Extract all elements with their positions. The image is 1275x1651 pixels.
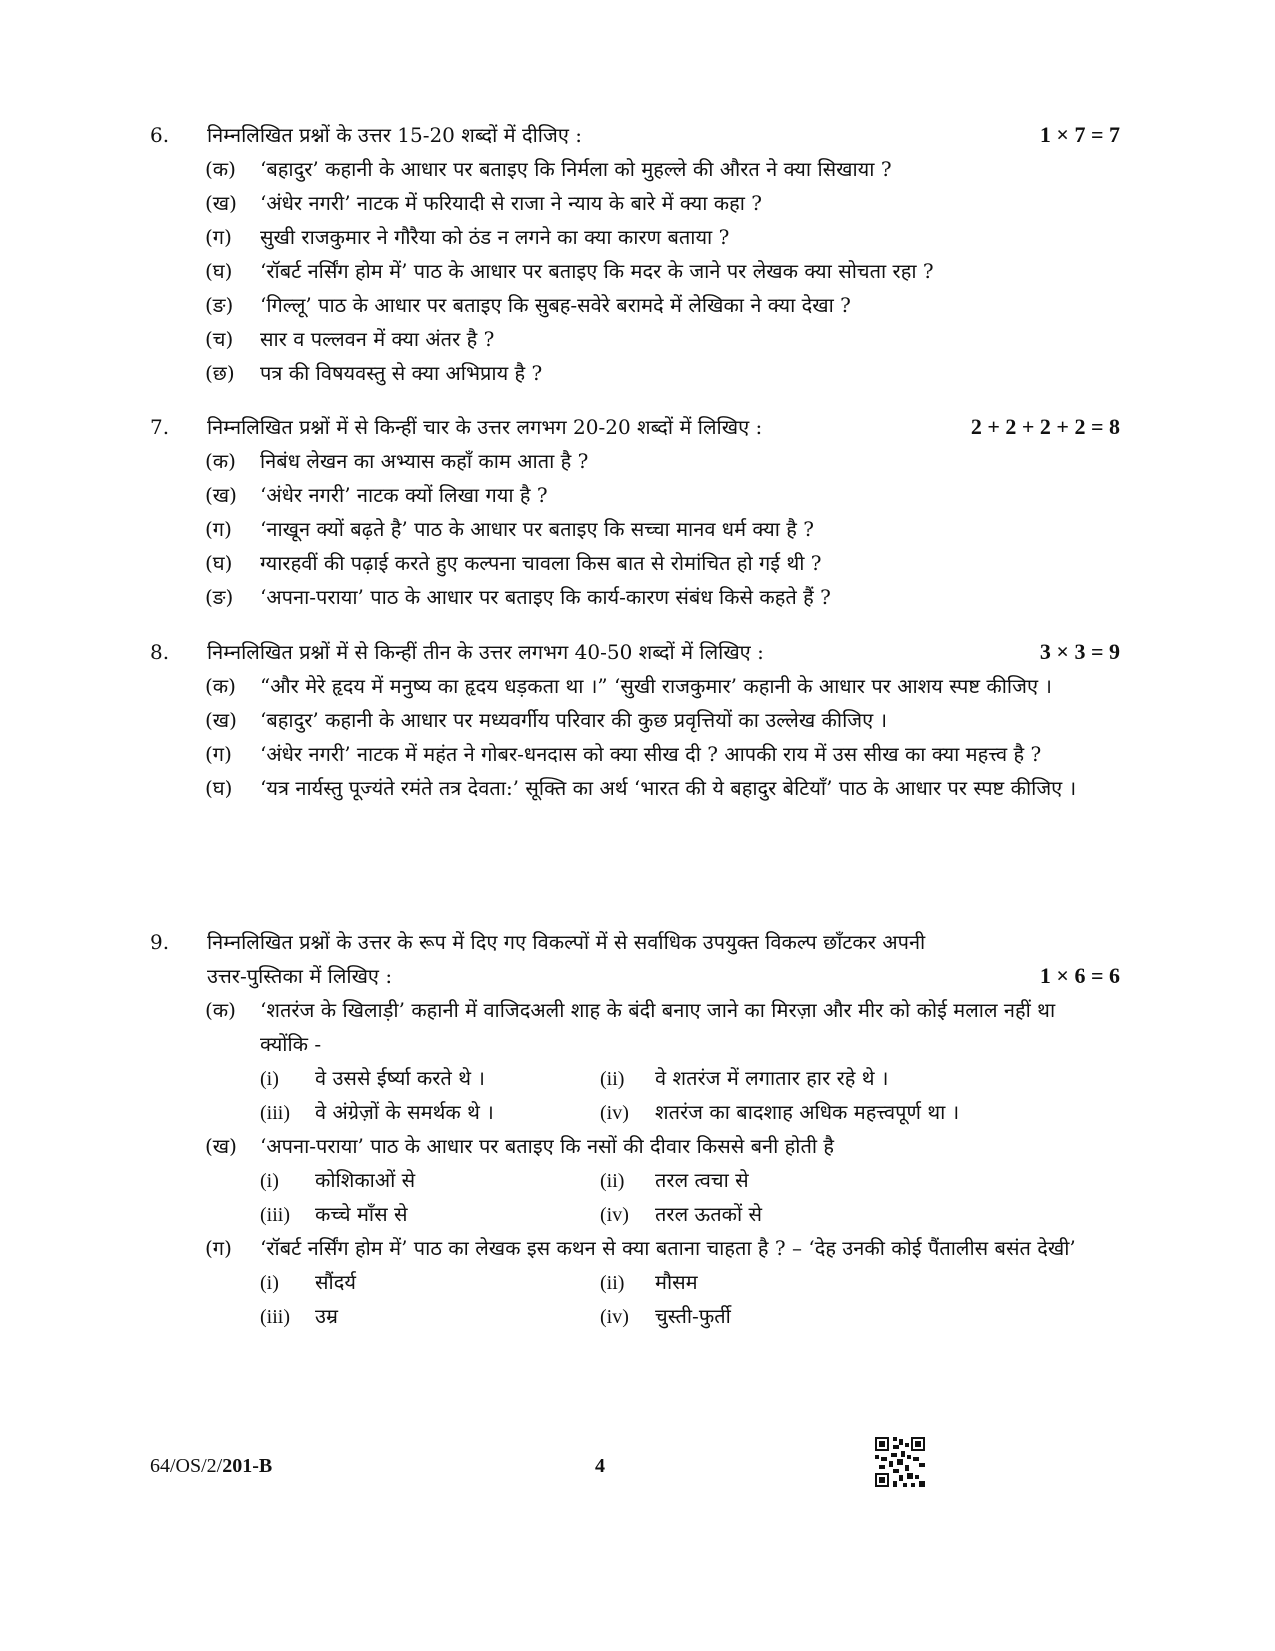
sub-question xyxy=(150,703,1120,737)
sub-question xyxy=(150,1231,1120,1265)
sub-question-text: निबंध लेखन का अभ्यास कहाँ काम आता है ? xyxy=(260,449,589,473)
option-text: कच्चे माँस से xyxy=(315,1202,408,1226)
question-6 xyxy=(150,118,1120,390)
sub-question-text: ‘अंधेर नगरी’ नाटक क्यों लिखा गया है ? xyxy=(260,483,548,507)
option-label: (iii) xyxy=(260,1204,290,1226)
option-text: मौसम xyxy=(655,1270,698,1294)
option-text: उम्र xyxy=(315,1304,338,1328)
sub-question xyxy=(150,322,1120,356)
sub-question-label: (ग) xyxy=(205,225,232,249)
question-number: 8. xyxy=(150,640,170,664)
sub-question xyxy=(150,1129,1120,1163)
page-footer xyxy=(150,1455,1120,1485)
option xyxy=(260,1265,356,1300)
question-text-line-2: उत्तर-पुस्तिका में लिखिए : xyxy=(207,964,393,988)
question-7 xyxy=(150,410,1120,614)
option-label: (i) xyxy=(260,1068,279,1090)
paper-code-bold: 201-B xyxy=(222,1455,273,1477)
sub-question xyxy=(150,478,1120,512)
sub-question-label: (ख) xyxy=(205,1134,237,1158)
sub-question xyxy=(150,356,1120,390)
sub-question-label: (घ) xyxy=(205,259,233,283)
sub-question-label: (ग) xyxy=(205,517,232,541)
option xyxy=(260,1095,494,1130)
sub-question-label: (ङ) xyxy=(205,585,234,609)
question-marks: 1 × 7 = 7 xyxy=(1039,122,1120,147)
question-text: निम्नलिखित प्रश्नों में से किन्हीं तीन के उत्तर लगभग 40-50 शब्दों में लिखिए : xyxy=(207,640,764,664)
sub-question-label: (क) xyxy=(205,157,236,181)
sub-question-text: ‘अपना-पराया’ पाठ के आधार पर बताइए कि कार्य-कारण संबंध किसे कहते हैं ? xyxy=(260,585,831,609)
sub-question-text: ‘अंधेर नगरी’ नाटक में महंत ने गोबर-धनदास को क्या सीख दी ? आपकी राय में उस सीख का क्या महत्त्व है ? xyxy=(260,742,1042,766)
option-label: (i) xyxy=(260,1170,279,1192)
option-text: शतरंज का बादशाह अधिक महत्त्वपूर्ण था । xyxy=(655,1100,960,1124)
option-label: (iv) xyxy=(600,1102,629,1124)
option-label: (iii) xyxy=(260,1306,290,1328)
sub-question xyxy=(150,512,1120,546)
sub-question-label: (क) xyxy=(205,449,236,473)
sub-question-text: “और मेरे हृदय में मनुष्य का हृदय धड़कता था ।” ‘सुखी राजकुमार’ कहानी के आधार पर आशय स्पष्ट कीजिए । xyxy=(260,674,1052,698)
sub-question xyxy=(150,546,1120,580)
question-number: 7. xyxy=(150,415,170,439)
sub-question-label: (च) xyxy=(205,327,234,351)
options-list xyxy=(150,1265,1120,1333)
sub-question-text: ‘अंधेर नगरी’ नाटक में फरियादी से राजा ने न्याय के बारे में क्या कहा ? xyxy=(260,191,762,215)
option-label: (iv) xyxy=(600,1306,629,1328)
question-text-line-1: निम्नलिखित प्रश्नों के उत्तर के रूप में दिए गए विकल्पों में से सर्वाधिक उपयुक्त विकल्प छाँटकर अपनी xyxy=(207,930,926,954)
option xyxy=(600,1061,889,1096)
question-text: निम्नलिखित प्रश्नों के उत्तर 15-20 शब्दों में दीजिए : xyxy=(207,123,582,147)
sub-question-text: ग्यारहवीं की पढ़ाई करते हुए कल्पना चावला किस बात से रोमांचित हो गई थी ? xyxy=(260,551,822,575)
sub-question xyxy=(150,186,1120,220)
question-number: 6. xyxy=(150,123,170,147)
sub-question xyxy=(150,288,1120,322)
sub-question xyxy=(150,669,1120,703)
sub-question-text: ‘शतरंज के खिलाड़ी’ कहानी में वाजिदअली शाह के बंदी बनाए जाने का मिरज़ा और मीर को कोई मलाल नहीं था क्योंकि - xyxy=(260,998,1056,1056)
option xyxy=(260,1163,415,1198)
sub-question xyxy=(150,993,1120,1061)
sub-question-text: सार व पल्लवन में क्या अंतर है ? xyxy=(260,327,495,351)
sub-question-label: (ग) xyxy=(205,742,232,766)
sub-question-text: ‘रॉबर्ट नर्सिंग होम में’ पाठ का लेखक इस कथन से क्या बताना चाहता है ? – ‘देह उनकी कोई पैंतालीस बसंत देखी’ xyxy=(260,1236,1076,1260)
question-9 xyxy=(150,925,1120,1333)
sub-question-label: (छ) xyxy=(205,361,235,385)
option xyxy=(260,1061,485,1096)
option-text: वे उससे ईर्ष्या करते थे । xyxy=(315,1066,485,1090)
sub-question-text: ‘गिल्लू’ पाठ के आधार पर बताइए कि सुबह-सवेरे बरामदे में लेखिका ने क्या देखा ? xyxy=(260,293,851,317)
sub-question-label: (घ) xyxy=(205,551,233,575)
sub-question-text: ‘बहादुर’ कहानी के आधार पर मध्यवर्गीय परिवार की कुछ प्रवृत्तियों का उल्लेख कीजिए । xyxy=(260,708,888,732)
sub-question-text: पत्र की विषयवस्तु से क्या अभिप्राय है ? xyxy=(260,361,543,385)
sub-question-label: (ख) xyxy=(205,191,237,215)
option xyxy=(600,1299,731,1334)
sub-question xyxy=(150,220,1120,254)
option xyxy=(260,1197,408,1232)
option-text: वे शतरंज में लगातार हार रहे थे । xyxy=(655,1066,889,1090)
sub-question-text: ‘बहादुर’ कहानी के आधार पर बताइए कि निर्मला को मुहल्ले की औरत ने क्या सिखाया ? xyxy=(260,157,892,181)
sub-question xyxy=(150,152,1120,186)
option-text: तरल ऊतकों से xyxy=(655,1202,763,1226)
sub-question-label: (ङ) xyxy=(205,293,234,317)
question-8 xyxy=(150,635,1120,805)
page-number: 4 xyxy=(595,1455,605,1477)
qr-code-icon xyxy=(875,1437,925,1487)
sub-question-text: ‘यत्र नार्यस्तु पूज्यंते रमंते तत्र देवता:’ सूक्ति का अर्थ ‘भारत की ये बहादुर बेटियाँ’ पाठ के आधार पर स्पष्ट कीजिए । xyxy=(260,776,1077,800)
sub-question-text: सुखी राजकुमार ने गौरैया को ठंड न लगने का क्या कारण बताया ? xyxy=(260,225,730,249)
paper-code xyxy=(150,1455,272,1478)
option-label: (ii) xyxy=(600,1272,625,1294)
option-label: (iv) xyxy=(600,1204,629,1226)
sub-question xyxy=(150,444,1120,478)
options-list xyxy=(150,1061,1120,1129)
sub-question-text: ‘अपना-पराया’ पाठ के आधार पर बताइए कि नसों की दीवार किससे बनी होती है xyxy=(260,1134,835,1158)
question-marks: 3 × 3 = 9 xyxy=(1039,639,1120,664)
option-label: (ii) xyxy=(600,1068,625,1090)
options-list xyxy=(150,1163,1120,1231)
sub-question-text: ‘रॉबर्ट नर्सिंग होम में’ पाठ के आधार पर बताइए कि मदर के जाने पर लेखक क्या सोचता रहा ? xyxy=(260,259,934,283)
sub-question xyxy=(150,737,1120,771)
option xyxy=(600,1265,698,1300)
sub-question xyxy=(150,771,1120,805)
question-number: 9. xyxy=(150,930,170,954)
option-label: (iii) xyxy=(260,1102,290,1124)
sub-question-label: (ख) xyxy=(205,708,237,732)
option-text: सौंदर्य xyxy=(315,1270,356,1294)
option-text: वे अंग्रेज़ों के समर्थक थे । xyxy=(315,1100,494,1124)
sub-question xyxy=(150,580,1120,614)
sub-question-label: (क) xyxy=(205,998,236,1022)
sub-question-label: (घ) xyxy=(205,776,233,800)
question-marks: 2 + 2 + 2 + 2 = 8 xyxy=(970,414,1120,439)
option-text: कोशिकाओं से xyxy=(315,1168,416,1192)
paper-code-prefix: 64/OS/2/ xyxy=(150,1455,223,1477)
option xyxy=(600,1197,762,1232)
option xyxy=(260,1299,338,1334)
option-text: चुस्ती-फुर्ती xyxy=(655,1304,731,1328)
option xyxy=(600,1095,959,1130)
question-marks: 1 × 6 = 6 xyxy=(1039,963,1120,988)
option-label: (i) xyxy=(260,1272,279,1294)
sub-question-label: (ग) xyxy=(205,1236,232,1260)
sub-question-label: (ख) xyxy=(205,483,237,507)
option-text: तरल त्वचा से xyxy=(655,1168,749,1192)
option xyxy=(600,1163,749,1198)
sub-question-label: (क) xyxy=(205,674,236,698)
option-label: (ii) xyxy=(600,1170,625,1192)
sub-question xyxy=(150,254,1120,288)
sub-question-text: ‘नाखून क्यों बढ़ते है’ पाठ के आधार पर बताइए कि सच्चा मानव धर्म क्या है ? xyxy=(260,517,814,541)
question-text: निम्नलिखित प्रश्नों में से किन्हीं चार के उत्तर लगभग 20-20 शब्दों में लिखिए : xyxy=(207,415,763,439)
